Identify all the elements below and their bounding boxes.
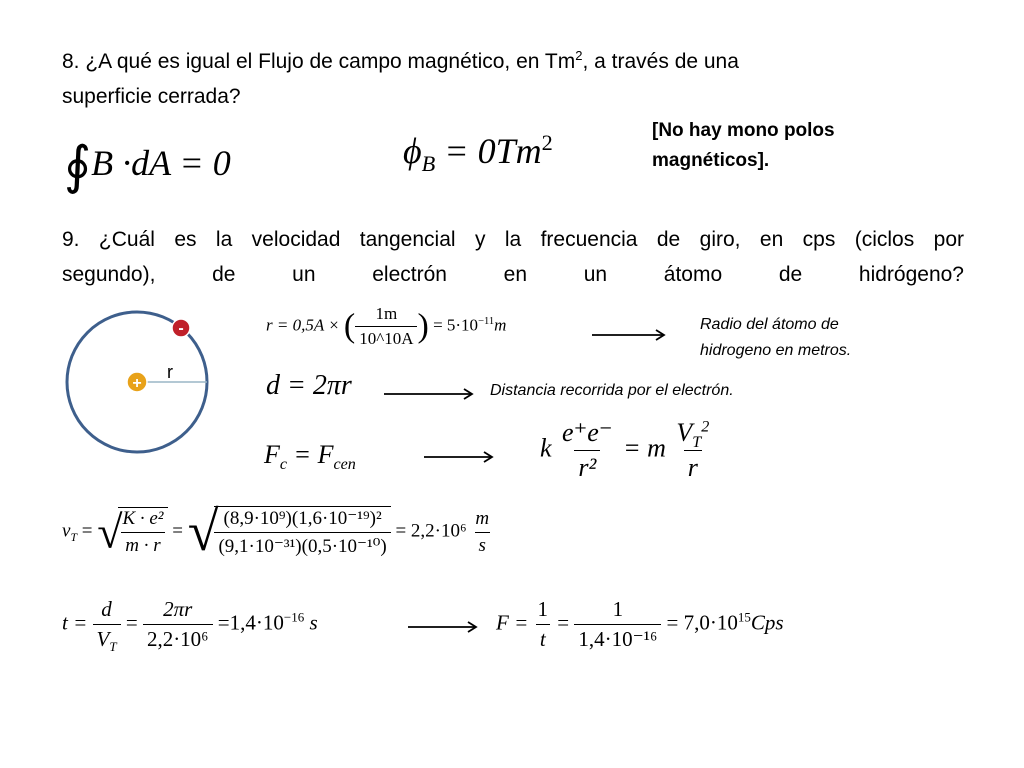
question-9-line2: segundo), de un electrón en un átomo de hidrógeno?: [62, 263, 964, 286]
frequency-den2: 1,4·10⁻¹⁶: [574, 624, 661, 652]
radius-den: 10^10A: [355, 326, 417, 349]
time-den1: [93, 624, 121, 655]
phi-subscript: B: [421, 151, 436, 177]
distance-note: Distancia recorrida por el electrón.: [490, 382, 734, 399]
radius-equation: [266, 304, 506, 349]
coulomb-den: r²: [574, 450, 600, 483]
paren-close: ): [417, 307, 429, 345]
coulomb-num: e⁺e⁻: [562, 418, 613, 447]
time-result: =1,4·10: [217, 610, 284, 635]
velocity-unit-num: m: [475, 507, 490, 529]
velocity-eq2: =: [172, 520, 183, 542]
arrow-icon: [408, 620, 484, 634]
distance-equation: d = 2πr: [266, 370, 352, 401]
question-8-line2: superficie cerrada?: [62, 85, 241, 108]
frequency-num2: 1: [612, 597, 624, 621]
time-unit: s: [309, 610, 318, 635]
frequency-fraction-1: [534, 597, 553, 652]
time-lhs: t =: [62, 610, 88, 635]
question-9-line1: 9. ¿Cuál es la velocidad tangencial y la frecuencia de giro, en cps (ciclos por: [62, 228, 964, 251]
radius-label: r: [167, 362, 173, 382]
flux-equation: [403, 130, 553, 177]
radius-num: 1m: [375, 304, 398, 323]
time-den1-text: V: [96, 627, 110, 651]
flux-sup: 2: [541, 130, 553, 155]
velocity-result: = 2,2·10⁶: [395, 520, 467, 542]
force-equation: [264, 440, 356, 474]
radius-note-line2: hidrogeno en metros.: [700, 342, 852, 359]
q8-text: 8. ¿A qué es igual el Flujo de campo magnético, en Tm: [62, 50, 576, 73]
velocity-num2: (8,9·10⁹)(1,6·10⁻¹⁹)²: [223, 508, 382, 529]
velocity-unit-den: s: [475, 532, 490, 557]
question-8-line1: [62, 44, 739, 79]
centripetal-fraction: [672, 418, 713, 483]
hydrogen-atom-diagram: [60, 305, 230, 455]
radius-note-line1: Radio del átomo de: [700, 316, 839, 333]
velocity-num1: K · e²: [122, 508, 164, 529]
monopole-note-line2: magnéticos].: [652, 150, 770, 171]
closed-integral-icon: ∮: [64, 138, 92, 195]
time-equation: [62, 597, 318, 655]
paren-open: (: [343, 307, 356, 345]
vt-sub: T: [692, 434, 702, 452]
frequency-den1: t: [536, 624, 550, 652]
velocity-den1: m · r: [121, 532, 164, 557]
time-fraction-1: [93, 597, 121, 655]
gauss-expression: B ·dA = 0: [91, 143, 231, 183]
force-lhs: F: [264, 440, 280, 469]
q8-text-end: , a través de una: [582, 50, 739, 73]
force-eq: = F: [287, 440, 334, 469]
time-num2: 2πr: [163, 597, 193, 621]
coulomb-eq: = m: [623, 433, 666, 463]
velocity-lhs-sub: T: [70, 531, 77, 545]
q8-sup: 2: [575, 48, 583, 63]
arrow-icon: [592, 328, 672, 342]
time-eq: =: [125, 610, 138, 635]
frequency-fraction-2: [574, 597, 661, 652]
velocity-den2: (9,1·10⁻³¹)(0,5·10⁻¹⁰): [214, 532, 390, 558]
vt-sup: 2: [701, 418, 710, 436]
frequency-result: = 7,0·10: [666, 610, 738, 635]
frequency-exp: 15: [737, 609, 751, 625]
coulomb-k: k: [540, 433, 552, 463]
gauss-law-equation: [64, 128, 231, 195]
frequency-lhs: F =: [496, 610, 529, 635]
sqrt-icon: √: [97, 506, 123, 558]
time-den1-sub: T: [109, 639, 117, 655]
force-lhs-sub: c: [279, 456, 288, 474]
velocity-equation: [62, 500, 493, 564]
radius-lhs: r = 0,5A ×: [266, 315, 340, 335]
time-exp: −16: [283, 609, 305, 625]
electron-sign: -: [178, 320, 184, 337]
time-num1: d: [101, 597, 112, 621]
arrow-icon: [424, 450, 500, 464]
radius-rhs: = 5·10: [433, 315, 479, 335]
velocity-lhs: v: [62, 520, 71, 542]
velocity-fraction-1: [118, 507, 167, 557]
radius-fraction: [355, 304, 417, 349]
nucleus-sign: +: [132, 375, 142, 392]
time-den2: 2,2·10⁶: [143, 624, 213, 652]
flux-rhs: = 0Tm: [435, 131, 542, 171]
frequency-unit: Cps: [750, 610, 784, 635]
coulomb-fraction: [558, 418, 617, 483]
velocity-fraction-2: [214, 506, 390, 558]
sqrt-icon: √: [187, 501, 219, 563]
radius-unit: m: [494, 315, 507, 335]
force-rhs-sub: cen: [333, 456, 356, 474]
coulomb-equation: [540, 418, 713, 483]
frequency-equation: [496, 597, 784, 652]
frequency-eq: =: [557, 610, 570, 635]
monopole-note-line1: [No hay mono polos: [652, 120, 835, 141]
frequency-num1: 1: [537, 597, 548, 621]
arrow-icon: [384, 387, 480, 401]
radius-exp: −11: [478, 315, 495, 327]
time-fraction-2: [143, 597, 213, 652]
phi-symbol: ϕ: [403, 131, 422, 171]
velocity-eq1: =: [81, 520, 93, 542]
velocity-unit: [471, 508, 493, 557]
vt-symbol: V: [676, 418, 693, 447]
centripetal-den: r: [684, 450, 702, 483]
centripetal-num: [672, 418, 713, 450]
